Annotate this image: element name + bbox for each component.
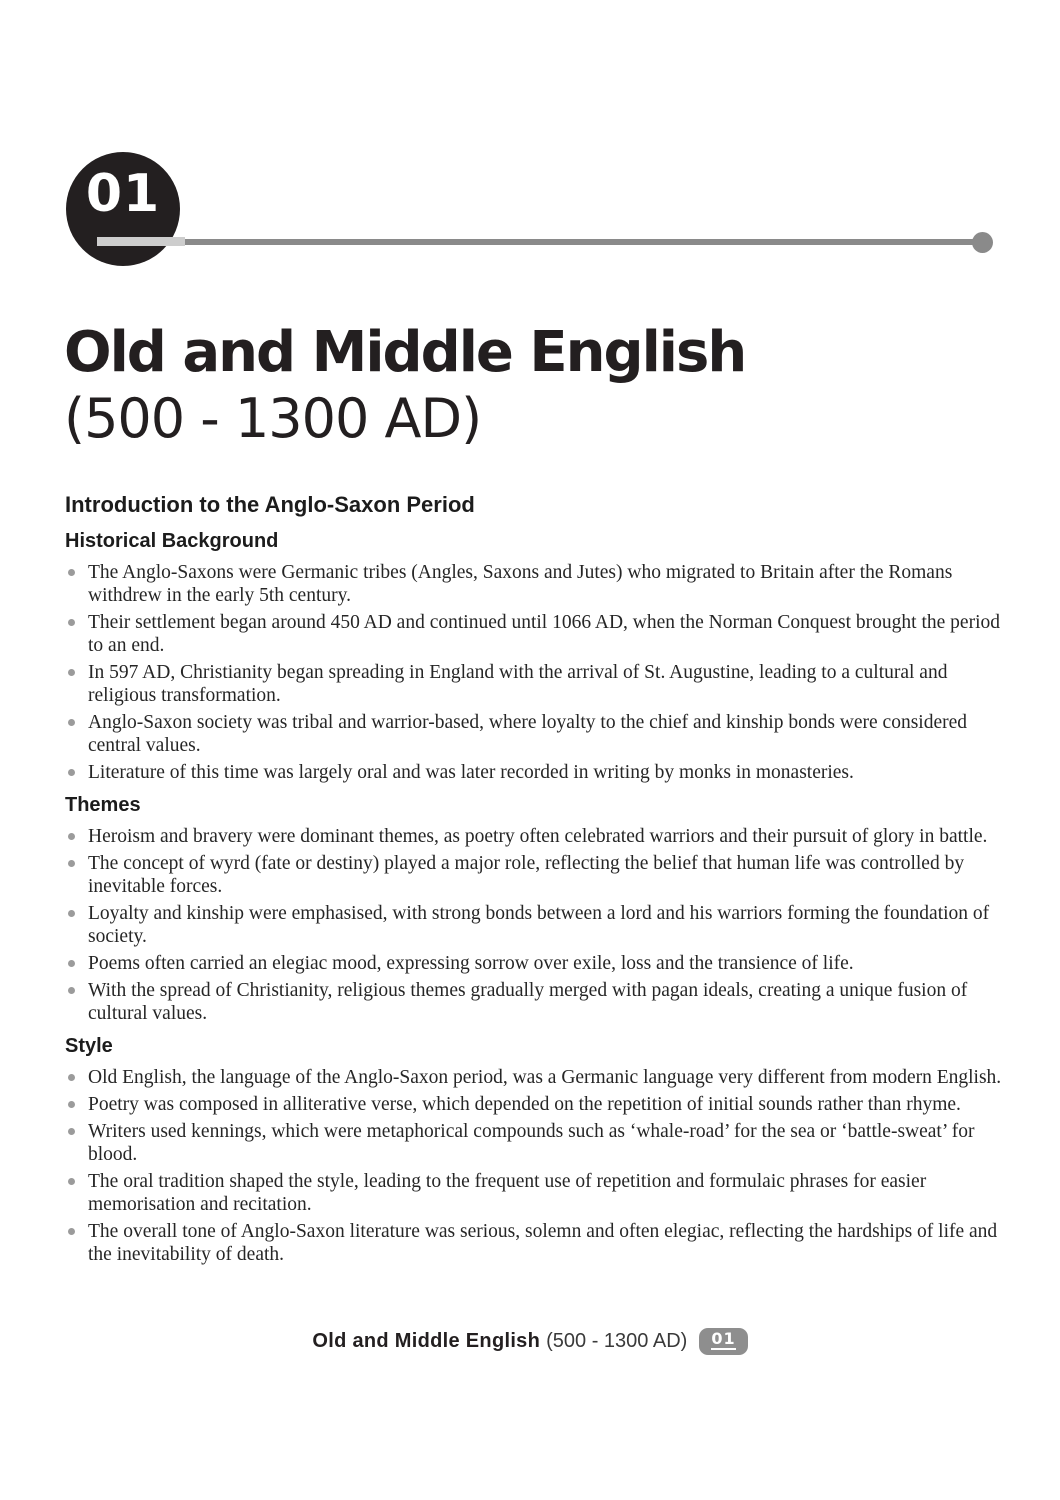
- header-rule-end-dot-icon: [972, 232, 993, 253]
- bullet-icon: [68, 910, 75, 917]
- chapter-number-circle: [66, 152, 180, 266]
- section-heading-introduction: Introduction to the Anglo-Saxon Period: [65, 492, 475, 517]
- bullet-icon: [68, 1074, 75, 1081]
- bullet-icon: [68, 1128, 75, 1135]
- list-item-text: In 597 AD, Christianity began spreading in England with the arrival of St. Augustine, leading to a cultural and religious transformation.: [88, 662, 948, 706]
- bullet-icon: [68, 860, 75, 867]
- list-item-text: The Anglo-Saxons were Germanic tribes (Angles, Saxons and Jutes) who migrated to Britain after the Romans withdrew in the early 5th century.: [88, 562, 953, 606]
- bullet-icon: [68, 619, 75, 626]
- page-number-badge: [699, 1328, 747, 1355]
- list-item: [65, 1170, 1010, 1216]
- list-item-text: The oral tradition shaped the style, leading to the frequent use of repetition and formulaic phrases for easier memorisation and recitation.: [88, 1171, 927, 1215]
- list-item-text: The concept of wyrd (fate or destiny) played a major role, reflecting the belief that human life was controlled by inevitable forces.: [88, 853, 965, 897]
- list-item-text: Writers used kennings, which were metaphorical compounds such as ‘whale-road’ for the sea or ‘battle-sweat’ for blood.: [88, 1121, 975, 1165]
- list-item: [65, 711, 1010, 757]
- bullet-icon: [68, 833, 75, 840]
- chapter-number: 01: [85, 164, 161, 224]
- list-item-text: Anglo-Saxon society was tribal and warrior-based, where loyalty to the chief and kinship bonds were considered central values.: [88, 712, 968, 756]
- subheading-historical-background: Historical Background: [65, 530, 279, 552]
- list-item-text: Their settlement began around 450 AD and continued until 1066 AD, when the Norman Conquest brought the period to an end.: [88, 612, 1000, 656]
- list-item-text: The overall tone of Anglo-Saxon literature was serious, solemn and often elegiac, reflecting the hardships of life and the inevitability of death.: [88, 1221, 998, 1265]
- list-item: [65, 852, 1010, 898]
- bullet-icon: [68, 1101, 75, 1108]
- bullet-icon: [68, 960, 75, 967]
- list-item: [65, 902, 1010, 948]
- bullet-icon: [68, 719, 75, 726]
- page-content: [65, 492, 1010, 1274]
- header-rule-line: [185, 239, 973, 245]
- list-item-text: Old English, the language of the Anglo-Saxon period, was a Germanic language very different from modern English.: [88, 1067, 1002, 1088]
- chapter-subtitle: (500 - 1300 AD): [64, 387, 482, 450]
- list-item: [65, 1120, 1010, 1166]
- chapter-title: Old and Middle English: [64, 320, 746, 385]
- chapter-number-underline: [97, 237, 185, 246]
- subheading-style: Style: [65, 1035, 113, 1057]
- list-item-text: Poems often carried an elegiac mood, expressing sorrow over exile, loss and the transience of life.: [88, 953, 854, 974]
- list-item-text: Loyalty and kinship were emphasised, with strong bonds between a lord and his warriors forming the foundation of society.: [88, 903, 990, 947]
- bullet-icon: [68, 769, 75, 776]
- list-item-text: With the spread of Christianity, religious themes gradually merged with pagan ideals, creating a unique fusion of cultural values.: [88, 980, 968, 1024]
- page-number: 01: [711, 1329, 736, 1348]
- list-item: [65, 825, 1010, 848]
- list-item: [65, 561, 1010, 607]
- bullet-icon: [68, 1228, 75, 1235]
- list-item: [65, 979, 1010, 1025]
- historical-background-list: [65, 561, 1010, 784]
- list-item: [65, 1220, 1010, 1266]
- list-item: [65, 661, 1010, 707]
- footer-chapter-subtitle: (500 - 1300 AD): [546, 1330, 688, 1352]
- list-item-text: Poetry was composed in alliterative verse, which depended on the repetition of initial sounds rather than rhyme.: [88, 1094, 961, 1115]
- list-item: [65, 611, 1010, 657]
- list-item-text: Literature of this time was largely oral and was later recorded in writing by monks in monasteries.: [88, 762, 854, 783]
- page-footer: [0, 1328, 1060, 1355]
- bullet-icon: [68, 1178, 75, 1185]
- list-item: [65, 761, 1010, 784]
- list-item: [65, 952, 1010, 975]
- footer-chapter-title: Old and Middle English: [312, 1330, 541, 1352]
- list-item-text: Heroism and bravery were dominant themes, as poetry often celebrated warriors and their pursuit of glory in battle.: [88, 826, 988, 847]
- bullet-icon: [68, 669, 75, 676]
- subheading-themes: Themes: [65, 794, 141, 816]
- bullet-icon: [68, 569, 75, 576]
- list-item: [65, 1093, 1010, 1116]
- style-list: [65, 1066, 1010, 1266]
- themes-list: [65, 825, 1010, 1025]
- chapter-title-block: [64, 318, 1004, 450]
- list-item: [65, 1066, 1010, 1089]
- bullet-icon: [68, 987, 75, 994]
